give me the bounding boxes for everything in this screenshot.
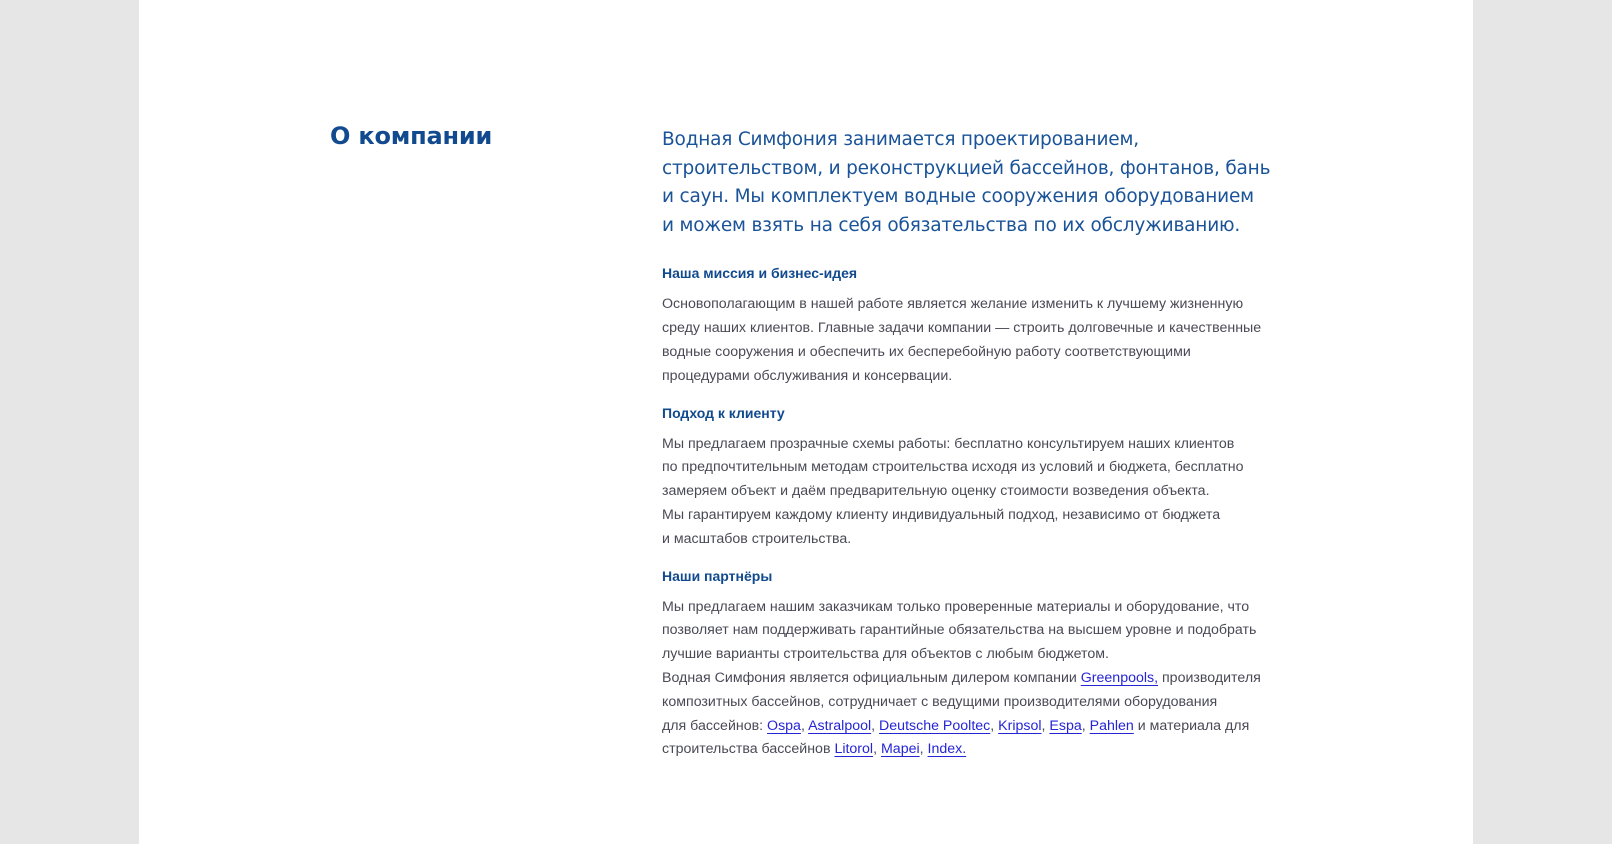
link-separator: ,: [873, 741, 881, 758]
partners-text: [662, 596, 1302, 763]
text-line: по предпочтительным методам строительства исходя из условий и бюджета, бесплатно: [662, 459, 1244, 476]
mission-heading: Наша миссия и бизнес-идея: [662, 265, 858, 282]
link-separator: ,: [1081, 717, 1090, 734]
lead-line: и можем взять на себя обязательства по их обслуживанию.: [662, 214, 1241, 236]
build-prefix: строительства бассейнов: [662, 741, 835, 758]
partner-link-espa[interactable]: Espa: [1049, 717, 1082, 734]
mission-section: [662, 264, 1302, 388]
link-separator: ,: [919, 741, 928, 758]
lead-line: строительством, и реконструкцией бассейнов, фонтанов, бань: [662, 157, 1271, 179]
text-line: процедурами обслуживания и консервации.: [662, 367, 953, 384]
text-line: замеряем объект и даём предварительную оценку стоимости возведения объекта.: [662, 483, 1210, 500]
text-line: Мы предлагаем прозрачные схемы работы: бесплатно консультируем наших клиентов: [662, 435, 1235, 452]
dealer-text: Водная Симфония является официальным дилером компании: [662, 669, 1081, 686]
text-line: композитных бассейнов, сотрудничает с ведущими производителями оборудования: [662, 693, 1218, 710]
lead-line: и саун. Мы комплектуем водные сооружения оборудованием: [662, 186, 1254, 208]
equipment-prefix: для бассейнов:: [662, 717, 768, 734]
partner-link-kripsol[interactable]: Kripsol: [998, 717, 1042, 734]
partners-section: [662, 567, 1302, 763]
partner-link-litorol[interactable]: Litorol: [834, 741, 874, 758]
partner-link-pahlen[interactable]: Pahlen: [1089, 717, 1134, 734]
lead-paragraph: [662, 126, 1302, 240]
text-line: лучшие варианты строительства для объектов с любым бюджетом.: [662, 646, 1109, 663]
about-content: [662, 126, 1302, 777]
partners-heading: Наши партнёры: [662, 567, 773, 584]
page-container: [139, 0, 1473, 844]
section-title: О компании: [330, 122, 493, 150]
partner-link-greenpools[interactable]: Greenpools,: [1080, 669, 1159, 686]
approach-section: [662, 404, 1302, 552]
link-separator: ,: [1041, 717, 1050, 734]
link-separator: ,: [990, 717, 999, 734]
text-line: среду наших клиентов. Главные задачи компании — строить долговечные и качественные: [662, 320, 1262, 337]
partner-link-mapei[interactable]: Mapei: [880, 741, 920, 758]
partner-link-astralpool[interactable]: Astralpool: [808, 717, 872, 734]
equipment-suffix: и материала для: [1133, 717, 1250, 734]
lead-line: Водная Симфония занимается проектированием,: [662, 129, 1139, 150]
link-separator: ,: [800, 717, 809, 734]
partner-link-index[interactable]: Index.: [927, 741, 967, 758]
mission-text: [662, 293, 1302, 388]
text-line: Мы гарантируем каждому клиенту индивидуальный подход, независимо от бюджета: [662, 506, 1221, 523]
text-line: Основополагающим в нашей работе является желание изменить к лучшему жизненную: [662, 296, 1244, 313]
text-line: и масштабов строительства.: [662, 530, 852, 547]
dealer-suffix: производителя: [1158, 669, 1261, 686]
link-separator: ,: [871, 717, 880, 734]
text-line: водные сооружения и обеспечить их бесперебойную работу соответствующими: [662, 343, 1191, 360]
approach-text: [662, 433, 1302, 552]
partner-link-deutsche-pooltec[interactable]: Deutsche Pooltec: [879, 717, 991, 734]
text-line: Мы предлагаем нашим заказчикам только проверенные материалы и оборудование, что: [662, 598, 1250, 615]
text-line: позволяет нам поддерживать гарантийные обязательства на высшем уровне и подобрать: [662, 622, 1257, 639]
approach-heading: Подход к клиенту: [662, 404, 785, 421]
partner-link-ospa[interactable]: Ospa: [767, 717, 801, 734]
